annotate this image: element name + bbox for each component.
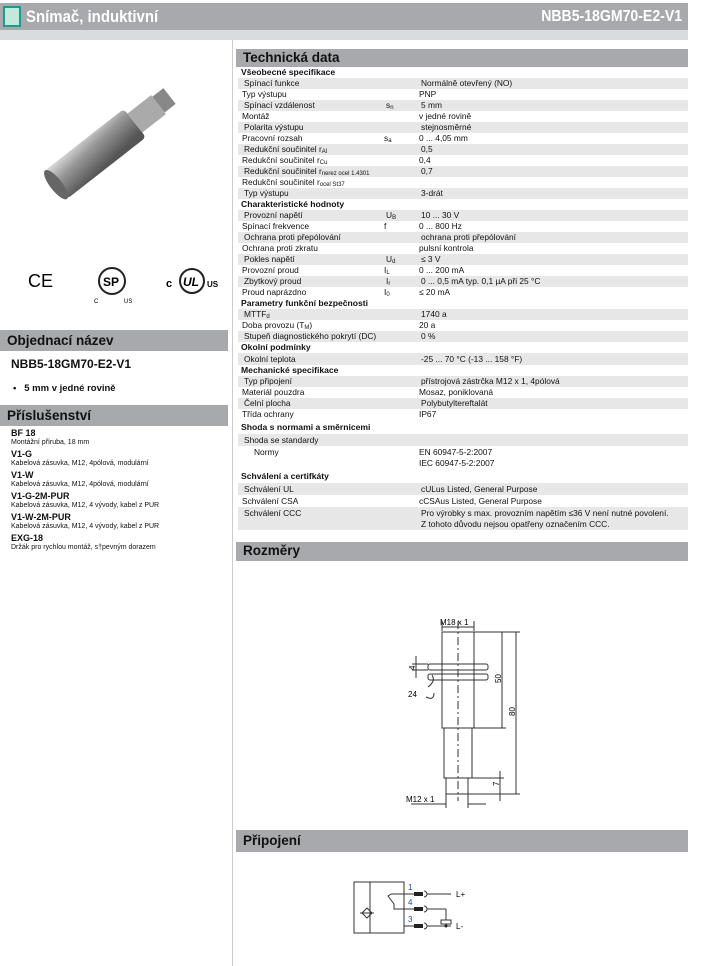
spec-label: Čelní plocha [244,398,291,408]
order-name: NBB5-18GM70-E2-V1 [11,357,132,371]
spec-label: M [304,325,310,331]
spec-value: IP67 [419,409,437,419]
spec-label: Provozní napětí [244,210,303,220]
spec-value: 20 a [419,320,436,330]
spec-row [238,166,688,177]
accessory-item [0,470,228,489]
spec-label: Ochrana proti zkratu [242,243,318,253]
spec-symbol [384,387,419,398]
spec-symbol [384,155,419,166]
spec-value: 5 mm [421,100,442,110]
spec-label: Cu [319,160,328,166]
spec-label: Doba provozu $(T_M)$ [242,320,313,331]
spec-value: Polybutyltereftalát [421,398,488,408]
accessories-list [0,426,228,552]
spec-value: 0,4 [419,155,431,165]
spec-label: Provozní proud [242,265,299,275]
spec-symbol [386,434,421,446]
dim-thread-top: M18 x 1 [440,618,469,627]
spec-label: Spínací vzdálenost [244,100,315,110]
spec-row [236,155,688,166]
right-column [236,49,688,942]
spec-label: Schválení CCC [244,508,302,518]
spec-value: Mosaz, poniklovaná [419,387,494,397]
spec-value: ochrana proti přepólování [421,232,516,242]
spec-value: 10 ... 30 V [421,210,460,220]
spec-label: Redukční součinitel $r_{ocel St37}$ [242,177,345,188]
spec-row [236,387,688,398]
spec-value: přístrojová zástrčka M12 x 1, 4pólová [421,376,560,386]
spec-symbol [384,447,419,469]
spec-value: ≤ 3 V [421,254,441,264]
dimension-drawing [236,561,688,816]
ul-us: US [207,280,219,289]
spec-symbol [386,331,421,342]
spec-label: Redukční součinitel $r_{Cu}$ [242,155,328,166]
spec-row [238,78,688,89]
spec-symbol [384,89,419,100]
spec-symbol [384,243,419,254]
spec-row [238,254,688,265]
spec-value: Normálně otevřený (NO) [421,78,513,88]
dim-wrench: 24 [408,690,417,699]
spec-label: Třída ochrany [242,409,294,419]
spec-symbol: $s_a$ [384,133,392,144]
spec-row [236,265,688,276]
accessory-name: BF 18 [11,428,36,438]
spec-label: Typ připojení [244,376,292,386]
product-code: NBB5-18GM70-E2-V1 [541,8,682,25]
spec-symbol [386,166,421,177]
accessory-description: Kabelová zásuvka, M12, 4 vývody, kabel z PUR [11,523,160,530]
accessory-item [0,533,228,552]
spec-row [238,100,688,111]
spec-symbol: B [392,215,397,221]
spec-group-title: Všeobecné specifikace [241,67,336,77]
spec-symbol: d [392,259,396,265]
dim-80: 80 [508,707,517,716]
product-image [0,40,228,240]
dim-thread-bottom: M12 x 1 [406,795,435,804]
spec-row [236,221,688,232]
spec-row [238,232,688,243]
spec-label: Redukční součinitel $r_{Al}$ [244,144,328,155]
spec-row [238,144,688,155]
pin-4: 4 [408,898,413,907]
spec-symbol: n [390,105,394,111]
accessory-item [0,428,228,447]
spec-symbol [386,508,421,530]
spec-value [419,177,688,188]
spec-row [238,353,688,365]
accessory-description: Kabelová zásuvka, M12, 4pólová, modulární [11,481,149,488]
csa-us: US [124,299,133,305]
accessory-name: V1-W [11,470,34,480]
spec-group-title: Okolní podmínky [241,342,311,352]
label-l-plus: L+ [456,890,466,899]
spec-label: Okolní teplota [244,354,296,364]
spec-label: Normy [254,447,279,457]
spec-group-title: Schválení a certifkáty [241,471,329,481]
title-bar [0,3,688,30]
accessory-description: Montážní příruba, 18 mm [11,439,90,446]
spec-label: Al [321,149,328,155]
dimensions-heading: Rozměry [236,542,688,561]
spec-row [236,133,688,144]
spec-symbol [386,353,421,365]
spec-label: Spínací frekvence [242,221,310,231]
accessory-description: Držák pro rychlou montáž, s†pevným dorazem [11,544,156,551]
accessory-name: V1-W-2M-PUR [11,512,71,522]
certification-logos [0,245,228,325]
tech-data-heading: Technická data [236,49,688,67]
spec-label: Montáž [242,111,270,121]
spec-value: pulsní kontrola [419,243,474,253]
spec-symbol [386,188,421,199]
spec-symbol: a [388,138,392,144]
connection-heading: Připojení [236,830,688,852]
spec-label: Materiál pouzdra [242,387,305,397]
ul-c: c [166,278,173,290]
spec-value: cULus Listed, General Purpose [421,484,538,494]
spec-row [238,122,688,133]
spec-group-title: Shoda s normami a směrnicemi [241,422,371,432]
spec-row [236,287,688,298]
spec-row [238,398,688,409]
spec-label: Typ výstupu [244,188,289,198]
spec-row [238,507,688,530]
spec-value: 3-drát [421,188,443,198]
spec-symbol [384,111,419,122]
spec-label: d [266,314,270,320]
spec-label: Stupeň diagnostického pokrytí (DC) [244,331,377,341]
spec-row [238,276,688,287]
accessory-item [0,449,228,468]
spec-value: 1740 a [421,309,447,319]
spec-value: 0 ... 800 Hz [419,221,462,231]
tech-data-table [236,67,688,530]
spec-value: 0 % [421,331,436,341]
spec-value: 0,7 [421,166,433,176]
accessory-item [0,491,228,510]
brand-square-icon [3,6,21,27]
spec-label: Proud naprázdno [242,287,307,297]
pin-1: 1 [408,883,413,892]
spec-value: -25 ... 70 °C (-13 ... 158 °F) [421,354,523,364]
spec-symbol [384,320,419,331]
spec-value: 0 ... 200 mA [419,265,465,275]
spec-symbol: 0 [386,292,390,298]
spec-value: v jedné rovině [419,111,472,121]
spec-symbol: r [388,281,391,287]
accessories-heading: Příslušenství [0,405,228,426]
spec-label: Schválení CSA [242,496,299,506]
spec-label: Spínací funkce [244,78,300,88]
spec-row [236,111,688,122]
spec-group-title: Charakteristické hodnoty [241,199,345,209]
spec-value: PNP [419,89,437,99]
spec-row [236,446,688,469]
spec-value: ≤ 20 mA [419,287,451,297]
label-l-minus: L- [456,922,464,931]
dim-nut: 4 [408,665,417,670]
spec-label: Zbytkový proud [244,276,302,286]
spec-row [238,188,688,199]
spec-symbol: $I_0$ [384,287,390,298]
spec-label: Schválení UL [244,484,294,494]
spec-row [238,309,688,320]
spec-value: stejnosměrné [421,122,472,132]
spec-value: 0 ... 4,05 mm [419,133,468,143]
spec-symbol [386,144,421,155]
spec-symbol [386,309,421,320]
spec-row [238,483,688,495]
dim-7: 7 [492,781,501,786]
page-title: Snímač, induktivní [26,7,159,26]
spec-label: Ochrana proti přepólování [244,232,341,242]
spec-row [236,495,688,507]
wiring-diagram [236,852,688,942]
accessory-name: EXG-18 [11,533,44,543]
spec-label: Pracovní rozsah [242,133,303,143]
spec-symbol [386,232,421,243]
spec-row [236,320,688,331]
ul-mark: UL [183,275,199,289]
spec-symbol [384,177,419,188]
header-strip [0,30,688,40]
spec-label: Shoda se standardy [244,435,319,445]
spec-label: Polarita výstupu [244,122,304,132]
order-heading: Objednací název [0,330,228,351]
left-column [0,40,228,554]
order-feature: • 5 mm v jedné rovině [13,383,116,394]
spec-symbol: $s_n$ [386,100,394,111]
spec-row [236,89,688,100]
spec-row [238,331,688,342]
accessory-name: V1-G-2M-PUR [11,491,70,501]
csa-mark: SP [103,275,120,289]
spec-value [421,434,688,446]
spec-label: nerez ocel 1.4301 [321,171,370,177]
spec-group-title: Parametry funkční bezpečnosti [241,298,369,308]
spec-row [236,409,688,420]
dim-50: 50 [494,674,503,683]
spec-symbol [386,122,421,133]
spec-symbol [386,376,421,387]
pin-3: 3 [408,915,413,924]
spec-value: 0,5 [421,144,433,154]
spec-symbol: $I_L$ [384,265,390,276]
csa-c: C [94,299,99,305]
spec-value: EN 60947-5-2:2007 IEC 60947-5-2:2007 [419,447,495,468]
spec-symbol [384,495,419,507]
spec-row [238,376,688,387]
spec-row [236,177,688,188]
spec-row [236,243,688,254]
spec-row [238,210,688,221]
spec-symbol: $U_d$ [386,254,396,265]
accessory-name: V1-G [11,449,33,459]
spec-value: Pro výrobky s max. provozním napětím ≤36 V není nutné povolení. Z tohoto důvodu nejsou opatřeny označením CCC. [421,508,669,529]
column-divider [232,40,233,966]
spec-symbol: $I_r$ [386,276,391,287]
spec-symbol: f [384,221,387,231]
accessory-description: Kabelová zásuvka, M12, 4pólová, modulární [11,460,149,467]
accessory-item [0,512,228,531]
spec-symbol: $U_B$ [386,210,397,221]
accessory-description: Kabelová zásuvka, M12, 4 vývody, kabel z PUR [11,502,160,509]
ce-logo: CE [28,271,54,291]
spec-row [238,434,688,446]
spec-symbol: L [386,270,390,276]
spec-symbol [386,483,421,495]
spec-symbol [384,409,419,420]
spec-symbol [386,398,421,409]
spec-symbol [386,78,421,89]
spec-label: Redukční součinitel $r_{nerez ocel 1.4301}$ [244,166,370,177]
spec-label: Typ výstupu [242,89,287,99]
spec-label: Pokles napětí [244,254,295,264]
spec-label: ocel St37 [319,182,345,188]
spec-label: $MTTF_d$ [244,309,270,320]
spec-group-title: Mechanické specifikace [241,365,339,375]
spec-value: cCSAus Listed, General Purpose [419,496,542,506]
spec-value: 0 ... 0,5 mA typ. 0,1 µA při 25 °C [421,276,541,286]
